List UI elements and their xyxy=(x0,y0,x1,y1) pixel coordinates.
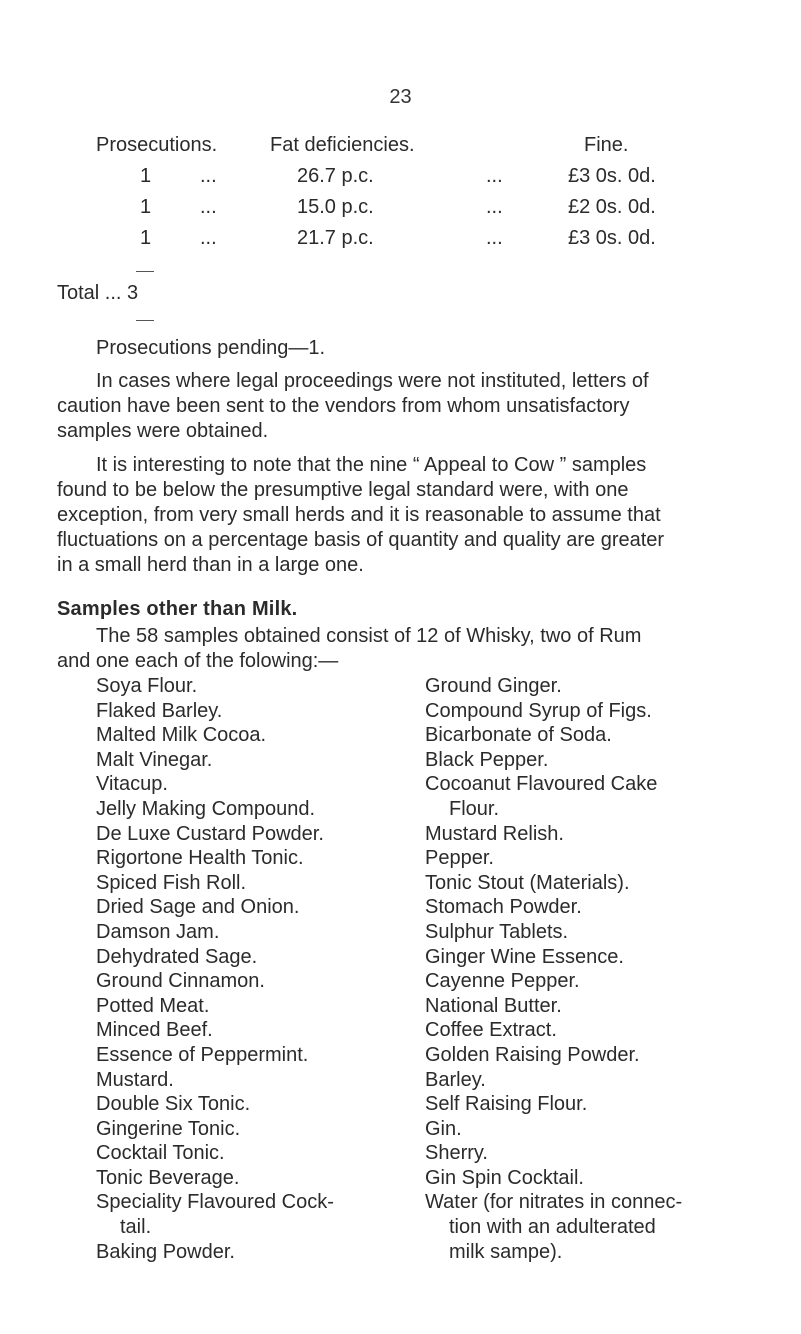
list-item: Mustard Relish. xyxy=(425,822,564,845)
list-item: tail. xyxy=(120,1216,152,1239)
intro-line-1: The 58 samples obtained consist of 12 of Whisky, two of Rum xyxy=(96,625,642,647)
list-item: Cayenne Pepper. xyxy=(425,970,580,993)
list-item: Gingerine Tonic. xyxy=(96,1117,241,1140)
total-label: Total ... 3 xyxy=(57,282,139,304)
list-item: Ground Ginger. xyxy=(425,675,562,697)
left-samples-list xyxy=(96,674,334,1264)
paragraph-2-line-2: found to be below the presumptive legal standard were, with one xyxy=(57,479,629,501)
list-item: Double Six Tonic. xyxy=(96,1093,251,1116)
list-item: Stomach Powder. xyxy=(425,896,582,919)
list-item: Baking Powder. xyxy=(96,1240,235,1263)
row-3-count: 1 xyxy=(140,227,152,249)
row-1-dots-2: ... xyxy=(486,165,503,187)
list-item: Malted Milk Cocoa. xyxy=(96,724,267,747)
list-item: Rigortone Health Tonic. xyxy=(96,847,304,870)
list-item: milk sampe). xyxy=(449,1240,563,1263)
list-item: Tonic Stout (Materials). xyxy=(425,871,630,894)
list-item: De Luxe Custard Powder. xyxy=(96,822,324,845)
paragraph-1-line-3: samples were obtained. xyxy=(57,420,269,442)
list-item: Ginger Wine Essence. xyxy=(425,945,624,968)
list-item: Damson Jam. xyxy=(96,920,220,943)
paragraph-2-line-4: fluctuations on a percentage basis of quantity and quality are greater xyxy=(57,529,665,551)
list-item: Speciality Flavoured Cock- xyxy=(96,1191,334,1214)
list-item: Gin. xyxy=(425,1117,462,1140)
paragraph-2-line-5: in a small herd than in a large one. xyxy=(57,554,364,576)
list-item: Spiced Fish Roll. xyxy=(96,871,247,894)
row-3-dots: ... xyxy=(200,227,217,249)
row-1-dots: ... xyxy=(200,165,217,187)
sum-rule-bottom xyxy=(136,320,154,321)
header-prosecutions: Prosecutions. xyxy=(96,134,218,156)
list-item: Barley. xyxy=(425,1068,486,1091)
list-item: Ground Cinnamon. xyxy=(96,970,265,993)
row-2-dots-2: ... xyxy=(486,196,503,218)
list-item: National Butter. xyxy=(425,994,562,1017)
paragraph-1-line-2: caution have been sent to the vendors from whom unsatisfactory xyxy=(57,395,630,417)
sum-rule-top xyxy=(136,271,154,272)
row-3-fine: £3 0s. 0d. xyxy=(568,227,656,249)
row-3-dots-2: ... xyxy=(486,227,503,249)
list-item: Dried Sage and Onion. xyxy=(96,896,300,919)
list-item: Cocoanut Flavoured Cake xyxy=(425,773,658,796)
row-2-dots: ... xyxy=(200,196,217,218)
list-item: Malt Vinegar. xyxy=(96,748,213,771)
prosecutions-pending: Prosecutions pending—1. xyxy=(96,337,326,359)
list-item: tion with an adulterated xyxy=(449,1216,656,1239)
list-item: Vitacup. xyxy=(96,773,168,796)
list-item: Gin Spin Cocktail. xyxy=(425,1166,584,1189)
list-item: Minced Beef. xyxy=(96,1019,213,1042)
list-item: Mustard. xyxy=(96,1068,174,1091)
header-fine: Fine. xyxy=(584,134,629,156)
paragraph-2-line-1: It is interesting to note that the nine “ Appeal to Cow ” samples xyxy=(96,454,647,476)
list-item: Golden Raising Powder. xyxy=(425,1043,640,1066)
row-3-fat: 21.7 p.c. xyxy=(297,227,374,249)
row-2-fat: 15.0 p.c. xyxy=(297,196,374,218)
list-item: Self Raising Flour. xyxy=(425,1093,588,1116)
row-1-fat: 26.7 p.c. xyxy=(297,165,374,187)
section-heading: Samples other than Milk. xyxy=(57,598,298,620)
list-item: Flaked Barley. xyxy=(96,699,223,722)
list-item: Black Pepper. xyxy=(425,748,549,771)
list-item: Cocktail Tonic. xyxy=(96,1142,225,1165)
list-item: Potted Meat. xyxy=(96,994,210,1017)
page-number: 23 xyxy=(389,86,412,108)
header-fat-deficiencies: Fat deficiencies. xyxy=(270,134,415,156)
paragraph-1-line-1: In cases where legal proceedings were not instituted, letters of xyxy=(96,370,649,392)
list-item: Compound Syrup of Figs. xyxy=(425,699,652,722)
list-item: Sulphur Tablets. xyxy=(425,920,569,943)
row-2-fine: £2 0s. 0d. xyxy=(568,196,656,218)
list-item: Coffee Extract. xyxy=(425,1019,557,1042)
list-item: Sherry. xyxy=(425,1142,488,1165)
list-item: Water (for nitrates in connec- xyxy=(425,1191,683,1214)
list-item: Pepper. xyxy=(425,847,494,870)
intro-line-2: and one each of the folowing:— xyxy=(57,650,339,672)
list-item: Tonic Beverage. xyxy=(96,1166,240,1189)
list-item: Jelly Making Compound. xyxy=(96,797,315,820)
right-samples-list xyxy=(425,674,682,1264)
list-item: Soya Flour. xyxy=(96,675,198,697)
paragraph-2-line-3: exception, from very small herds and it is reasonable to assume that xyxy=(57,504,661,526)
list-item: Dehydrated Sage. xyxy=(96,945,258,968)
list-item: Bicarbonate of Soda. xyxy=(425,724,612,747)
list-item: Flour. xyxy=(449,797,500,820)
row-2-count: 1 xyxy=(140,196,152,218)
row-1-count: 1 xyxy=(140,165,152,187)
list-item: Essence of Peppermint. xyxy=(96,1043,309,1066)
row-1-fine: £3 0s. 0d. xyxy=(568,165,656,187)
